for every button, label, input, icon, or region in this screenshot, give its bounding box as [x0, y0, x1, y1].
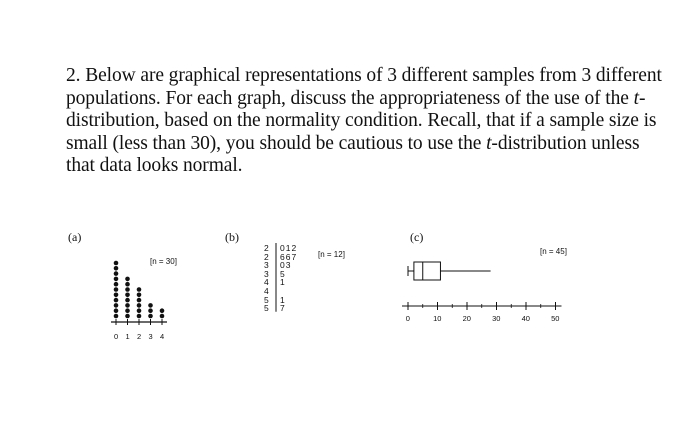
stem-value: 5: [264, 303, 269, 314]
panel-a-dot: [137, 308, 142, 313]
panel-a-dot: [137, 303, 142, 308]
panel-a-label: (a): [68, 230, 82, 244]
leaf-values: 667: [280, 251, 298, 262]
question-part-1: Below are graphical representations of 3 different samples from 3 different populations. For each graph, discuss the appropriateness of the use of the: [66, 65, 662, 109]
leaf-values: 5: [280, 268, 286, 279]
leaf-values: 1: [280, 277, 286, 288]
panel-a-dot: [114, 293, 119, 298]
panel-a-n-label: [n = 30]: [150, 257, 177, 266]
panel-a-dot: [148, 303, 153, 308]
panel-a-dot: [125, 308, 130, 313]
panel-a-dot: [114, 271, 119, 276]
panel-a-tick-label: 3: [148, 332, 153, 341]
leaf-values: 7: [280, 303, 286, 314]
panel-c-n-label: [n = 45]: [540, 247, 567, 256]
panel-a-dot: [125, 287, 130, 292]
t-symbol-2: t: [486, 132, 492, 154]
panel-a-dot: [125, 303, 130, 308]
panel-a-dot: [114, 277, 119, 282]
leaf-values: 03: [280, 260, 292, 271]
panel-a-tick-label: 2: [137, 332, 142, 341]
panel-c-tick-label: 30: [492, 314, 501, 323]
stem-value: 5: [264, 294, 269, 305]
panel-c-tick-label: 0: [405, 314, 410, 323]
stem-value: 4: [264, 286, 269, 296]
panel-a-dot: [160, 314, 165, 319]
panel-a-dot: [148, 308, 153, 313]
panel-c-tick-label: 50: [551, 314, 560, 323]
panel-a-dot: [114, 282, 119, 287]
panel-a-tick-label: 4: [160, 332, 165, 341]
panel-a-dot: [114, 308, 119, 313]
panel-a-dot: [114, 298, 119, 303]
stem-value: 4: [264, 277, 269, 288]
stem-value: 2: [264, 251, 269, 262]
panel-a-dot: [114, 266, 119, 271]
stem-value: 2: [264, 243, 269, 253]
panel-a-dot: [114, 303, 119, 308]
panel-a-dot: [125, 314, 130, 319]
panel-a-tick-label: 0: [114, 332, 119, 341]
panel-c-label: (c): [410, 230, 424, 244]
panel-a-dot: [125, 277, 130, 282]
stem-value: 3: [264, 268, 269, 279]
question-number: 2.: [66, 65, 81, 86]
panel-a-dot: [160, 308, 165, 313]
panel-b-n-label: [n = 12]: [318, 250, 345, 259]
stem-value: 3: [264, 260, 269, 271]
panel-a-dot: [137, 298, 142, 303]
panel-b-label: (b): [225, 230, 239, 244]
panel-c-tick-label: 10: [433, 314, 442, 323]
panel-a-dot: [114, 287, 119, 292]
panel-c-tick-label: 20: [462, 314, 471, 323]
panel-a-dot: [125, 293, 130, 298]
panel-a-tick-label: 1: [125, 332, 130, 341]
panel-c-tick-label: 40: [521, 314, 530, 323]
panel-a-dot: [125, 298, 130, 303]
panel-a-dot: [114, 314, 119, 319]
panel-a-dot: [137, 314, 142, 319]
panel-a-dot: [148, 314, 153, 319]
t-symbol-1: t: [633, 87, 639, 109]
leaf-values: 1: [280, 294, 286, 305]
question-part-2: -distribution, based on the normality condition. Recall, that if a sample size is small (less than 30), you should be cautious to use the: [66, 87, 657, 154]
leaf-values: 012: [280, 243, 298, 253]
panel-a-dot: [137, 293, 142, 298]
panel-a-dot: [125, 282, 130, 287]
question-part-3: -distribution unless that data looks normal.: [66, 132, 640, 176]
panel-a-dot: [137, 287, 142, 292]
box-iqr: [414, 262, 441, 280]
panel-a-dot: [114, 261, 119, 266]
